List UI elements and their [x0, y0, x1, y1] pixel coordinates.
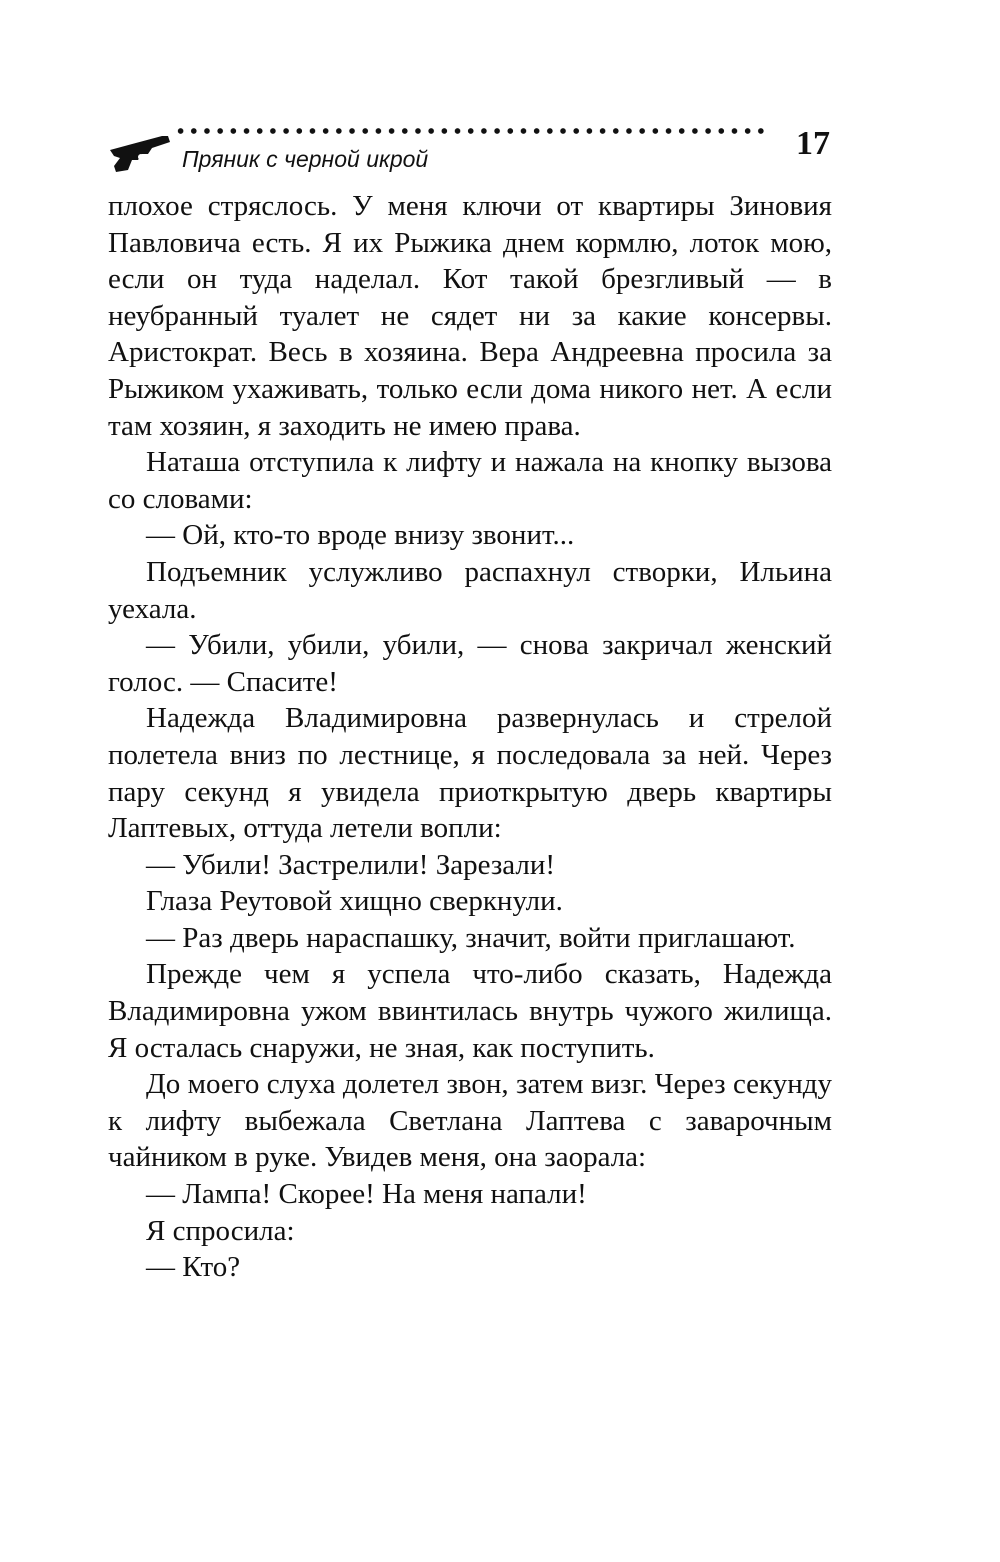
dialogue-line: — Лампа! Скорее! На меня напали!	[146, 1178, 587, 1211]
paragraph: Прежде чем я успела что-либо сказать, Надежда Владимировна ужом ввинтилась внутрь чужого жилища. Я осталась снаружи, не зная, как поступить.	[108, 958, 832, 1064]
dialogue-line: — Ой, кто-то вроде внизу звонит...	[146, 519, 575, 552]
paragraph: Глаза Реутовой хищно сверкнули.	[146, 885, 563, 918]
paragraph: плохое стряслось. У меня ключи от квартиры Зиновия Павловича есть. Я их Рыжика днем кормлю, лоток мою, если он туда наделал. Кот такой брезгливый — в неубранный туалет не сядет ни за какие консервы. Аристократ. Весь в хозяина. Вера Андреевна просила за Рыжиком ухаживать, только если дома никого нет. А если там хозяин, я заходить не имею права.	[108, 190, 832, 442]
paragraph: Я спросила:	[146, 1214, 295, 1247]
revolver-icon	[108, 130, 172, 174]
paragraph: Наташа отступила к лифту и нажала на кнопку вызова со словами:	[108, 446, 832, 515]
dialogue-line: — Раз дверь нараспашку, значит, войти приглашают.	[146, 921, 796, 954]
dialogue-line: — Кто?	[146, 1251, 241, 1284]
dialogue-line: — Убили, убили, убили, — снова закричал женский голос. — Спасите!	[108, 629, 832, 698]
dialogue-line: — Убили! Застрелили! Зарезали!	[146, 848, 556, 881]
page-header	[108, 120, 832, 180]
header-dotted-rule	[174, 126, 766, 136]
book-text	[108, 188, 832, 1286]
paragraph: До моего слуха долетел звон, затем визг. Через секунду к лифту выбежала Светлана Лаптева с заварочным чайником в руке. Увидев меня, она заорала:	[108, 1068, 832, 1174]
paragraph: Подъемник услужливо распахнул створки, Ильина уехала.	[108, 555, 832, 625]
page-number: 17	[796, 125, 830, 162]
running-title: Пряник с черной икрой	[182, 146, 429, 172]
paragraph: Надежда Владимировна развернулась и стрелой полетела вниз по лестнице, я последовала за ней. Через пару секунд я увидела приоткрытую дверь квартиры Лаптевых, оттуда летели вопли:	[108, 702, 832, 845]
